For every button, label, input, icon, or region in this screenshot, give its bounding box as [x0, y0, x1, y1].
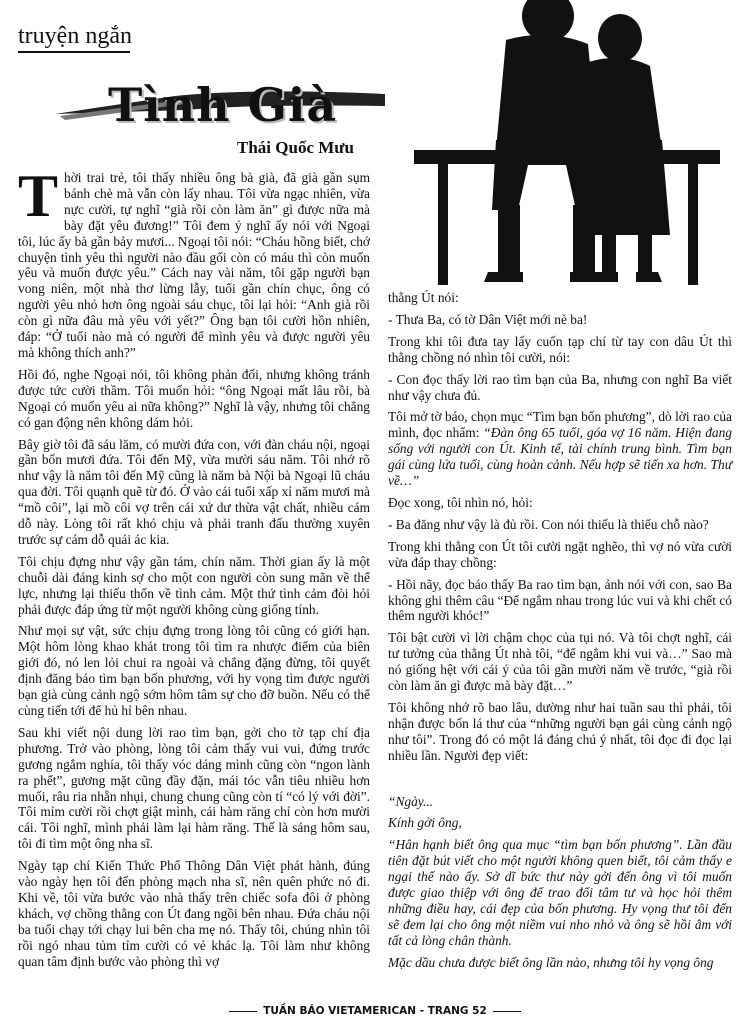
- paragraph: Thời trai trẻ, tôi thấy nhiều ông bà già, đã già gần sụm bánh chè mà vẫn còn lấy nhau. Tôi vừa ngạc nhiên, vừa nực cười, tự nghĩ “già rồi còn làm ăn” gì được nữa mà bày đặt yêu đương!” Tôi đem ý nghĩ ấy nói với Ngoại tôi, lúc ấy bà gần bảy mươi... Ngoại tôi nói: “Cháu hồng biết, chớ chuyện tình yêu thì người nào đầu gối còn có máu thì còn muốn yêu và muốn được yêu.” Cách nay vài năm, tôi gặp người bạn vong niên, một nhà thơ lừng lẫy, tuổi gần chín chục, ông có người yêu nhỏ hơn ông ngoài sáu chục, tôi lại hỏi: “Anh già rồi còn gì nữa đâu mà yêu với yết?” Ông bạn tôi cười hồn nhiên, đáp: “Ở tuổi nào mà có người để mình yêu và được người yêu mà không thích anh?”: [18, 163, 370, 360]
- letter-body: Mặc dầu chưa được biết ông lần nào, nhưng tôi hy vọng ông: [388, 954, 714, 970]
- author-name: Thái Quốc Mưu: [237, 138, 354, 157]
- paragraph: Trong khi tôi đưa tay lấy cuốn tạp chí từ tay con dâu Út thì thằng chồng nó nhìn tôi cười, nói:: [388, 333, 732, 365]
- footer-rule-left: [229, 1011, 257, 1012]
- dialog-line: - Con đọc thấy lời rao tìm bạn của Ba, nhưng con nghĩ Ba viết như vậy chưa đủ.: [388, 371, 732, 403]
- drop-cap: T: [18, 163, 59, 229]
- footer-rule-right: [493, 1011, 521, 1012]
- paragraph: Sau khi viết nội dung lời rao tìm bạn, gởi cho tờ tạp chí địa phương. Trở vào phòng, lòng tôi cảm thấy vui vui, đứng trước gương ngắm nghía, tôi thấy vóc dáng mình cũng còn “ngon lành ra phết”, gương mặt cũng đầy đặn, mái tóc vẫn tiêu nhiều hơn muối, râu ria nhẵn nhụi, chung chung cũng còn tí “có lý với đời”. Tôi mỉm cười rồi chợt giật mình, cái hàm răng chỉ còn hơn mười cái. Tôi nghĩ, mình phải làm lại hàm răng. Thế là sáng hôm sau, tôi đi tìm một ông nha sĩ.: [18, 724, 370, 852]
- paragraph: Hồi đó, nghe Ngoại nói, tôi không phản đối, nhưng không tránh được tức cười thầm. Tôi muốn hỏi: “ông Ngoại mất lâu rồi, bà Ngoại có muốn yêu ai nữa không?” Nghĩ là vậy, nhưng tôi chẳng có gan động nên không dám hỏi.: [18, 366, 370, 430]
- paragraph: Tôi không nhớ rõ bao lâu, dường như hai tuần sau thì phải, tôi nhận được bốn lá thư của “những người bạn gái cùng cảnh ngộ như tôi”. Trong đó có một lá đáng chú ý nhất, tôi đọc đi đọc lại nhiều lần. Người đẹp viết:: [388, 699, 732, 763]
- letter-salutation: Kính gởi ông,: [388, 815, 462, 831]
- letter-date: “Ngày...: [388, 793, 434, 809]
- article-column-right: [388, 290, 732, 977]
- paragraph: Như mọi sự vật, sức chịu đựng trong lòng tôi cũng có giới hạn. Một hôm lòng khao khát trong tôi tìm ra nhược điểm của biên giới đó, nó len lỏi chui ra ngoài và chẳng đặng đừng, tôi quyết định đăng báo tìm bạn bốn phương, với hy vọng tìm được người bạn già cùng cảnh ngộ sớm hôm tâm sự cho đỡ buồn. Nếu có thể cùng tiến tới để hủ hỉ bên nhau.: [18, 623, 370, 718]
- elderly-couple-bench-silhouette: [388, 0, 730, 285]
- paragraph: thằng Út nói:: [388, 290, 459, 305]
- footer-text: TUẦN BÁO VIETAMERICAN - TRANG 52: [263, 1005, 487, 1017]
- paragraph: Tôi bật cười vì lời chậm chọc của tụi nó. Và tôi chợt nghĩ, cái tư tưởng của thằng Út nhà tôi, “để ngắm khi vui và…” Sao mà nó giống hệt với cái ý của tôi gần mười năm về trước, “già rồi còn làm ăn gì được mà bày đặt…”: [388, 630, 732, 694]
- paragraph: Tôi mở tờ báo, chọn mục “Tìm bạn bốn phương”, dò lời rao của mình, đọc nhẩm: “Đàn ông 65 tuổi, góa vợ 16 năm. Hiện đang sống với người con Út. Kinh tế, tài chính trung bình. Tìm bạn gái cùng lứa tuổi, cùng hoàn cảnh. Nếu hợp sẽ tiến xa hơn. Thư về…”: [388, 409, 732, 489]
- paragraph: Bây giờ tôi đã sáu lăm, có mười đứa con, với đàn cháu nội, ngoại gần bốn mươi đứa. Tôi đến Mỹ, vừa mười sáu năm. Tôi nhớ rõ như vậy là năm tôi đến Mỹ cũng là năm bà Nội bà Ngoại lũ cháu qua đời. Tôi quạnh quẽ từ đó. Ở vào cái tuổi xấp xỉ năm mươi mà “mồ côi”, lại mồ côi vợ trên cái xứ dư thừa vật chất, nhiều cám dỗ này. Lòng tôi rất khó chịu và phải tranh đấu thường xuyên trước sự cám dỗ quái ác kia.: [18, 436, 370, 547]
- paragraph: Trong khi thằng con Út tôi cười ngặt nghẽo, thì vợ nó vừa cười vừa đáp thay chồng:: [388, 538, 732, 570]
- letter-body: “Hân hạnh biết ông qua mục “tìm bạn bốn phương”. Lần đầu tiên đặt bút viết cho một người không quen biết, tôi cảm thấy e ngại thế nào ấy. Sở dĩ bức thư này gởi đến ông vì tôi muốn được giao thiệp với ông để trao đổi tâm tư và học hỏi thêm những điều hay, cái đẹp của bốn phương. Hy vọng thư tôi đến sẽ đem lại cho ông một niềm vui nho nhỏ và ông sẽ hồi âm với tất cả lòng chân thành.: [388, 837, 732, 948]
- dialog-line: - Ba đăng như vậy là đủ rồi. Con nói thiếu là thiếu chỗ nào?: [388, 516, 709, 532]
- paragraph: Đọc xong, tôi nhìn nó, hỏi:: [388, 494, 533, 510]
- dialog-line: - Hồi nãy, đọc báo thấy Ba rao tìm bạn, ảnh nói với con, sao Ba không ghi thêm câu “Để ngắm nhau trong lúc vui và khi chết có thêm người khóc!”: [388, 576, 732, 624]
- paragraph: Tôi chịu đựng như vậy gần tám, chín năm. Thời gian ấy là một chuỗi dài đáng kinh sợ cho một con người còn sung mãn về thể lực, nhưng lại thiếu thốn về tình cảm. Một thứ tình cảm đòi hỏi phải được đáp ứng từ một người không cùng giống tính.: [18, 553, 370, 617]
- paragraph: Ngày tạp chí Kiến Thức Phổ Thông Dân Việt phát hành, đúng vào ngày hẹn tôi đến phòng mạch nha sĩ, nên quên phức nó đi. Khi về, tôi vừa bước vào nhà thấy trên chiếc sofa đôi ở phòng khách, vợ chồng thằng con Út đang ngồi bên nhau. Đứa cháu nội ba tuổi chạy tới chạy lui bên cha mẹ nó. Thấy tôi, chúng nhìn tôi rồi ngó nhau tủm tỉm cười có vẻ khác lạ. Tôi làm như không quan tâm định bước vào phòng thì vợ: [18, 858, 370, 969]
- section-label: truyện ngắn: [18, 23, 132, 49]
- dialog-line: - Thưa Ba, có tờ Dân Việt mới nè ba!: [388, 311, 588, 327]
- page-footer: [0, 1004, 750, 1018]
- ad-quote: “Đàn ông 65 tuổi, góa vợ 16 năm. Hiện đang sống với người con Út. Kinh tế, tài chính trung bình. Tìm bạn gái cùng lứa tuổi, cùng hoàn cảnh. Nếu hợp sẽ tiến xa hơn. Thư về…”: [388, 425, 732, 489]
- section-underline: [18, 51, 130, 53]
- article-column-left: [18, 163, 370, 976]
- article-title: Tình Già: [108, 78, 338, 132]
